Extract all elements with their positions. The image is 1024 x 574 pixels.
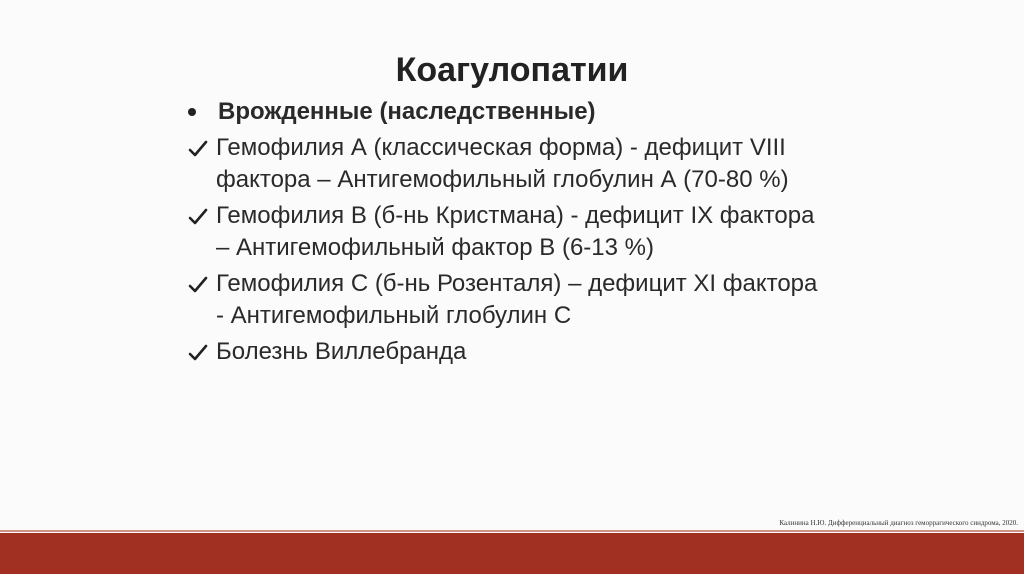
checkmark-icon — [188, 344, 208, 362]
footer-divider — [0, 530, 1024, 532]
list-item-text: Гемофилия С (б-нь Розенталя) – дефицит XI фактора - Антигемофильный глобулин С — [216, 270, 818, 329]
list-item-text: Болезнь Виллебранда — [216, 338, 467, 365]
slide-title: Коагулопатии — [395, 51, 629, 89]
checkmark-icon — [188, 140, 208, 158]
bullet-heading — [186, 96, 826, 128]
list-item-text: Гемофилия В (б-нь Кристмана) - дефицит IX фактора – Антигемофильный фактор В (6-13 %) — [216, 202, 815, 261]
source-citation: Калинина Н.Ю. Дифференциальный диагноз геморрагического синдрома, 2020. — [779, 519, 1018, 527]
footer-accent-bar — [0, 533, 1024, 574]
heading-text: Врожденные (наследственные) — [218, 98, 596, 125]
list-item-text: Гемофилия А (классическая форма) - дефицит VIII фактора – Антигемофильный глобулин А (70-80 %) — [216, 134, 789, 193]
dot-icon — [188, 108, 196, 116]
slide-content — [186, 96, 826, 372]
list-item — [186, 132, 826, 196]
list-item — [186, 200, 826, 264]
list-item — [186, 268, 826, 332]
checkmark-icon — [188, 276, 208, 294]
list-item — [186, 336, 826, 368]
checkmark-icon — [188, 208, 208, 226]
